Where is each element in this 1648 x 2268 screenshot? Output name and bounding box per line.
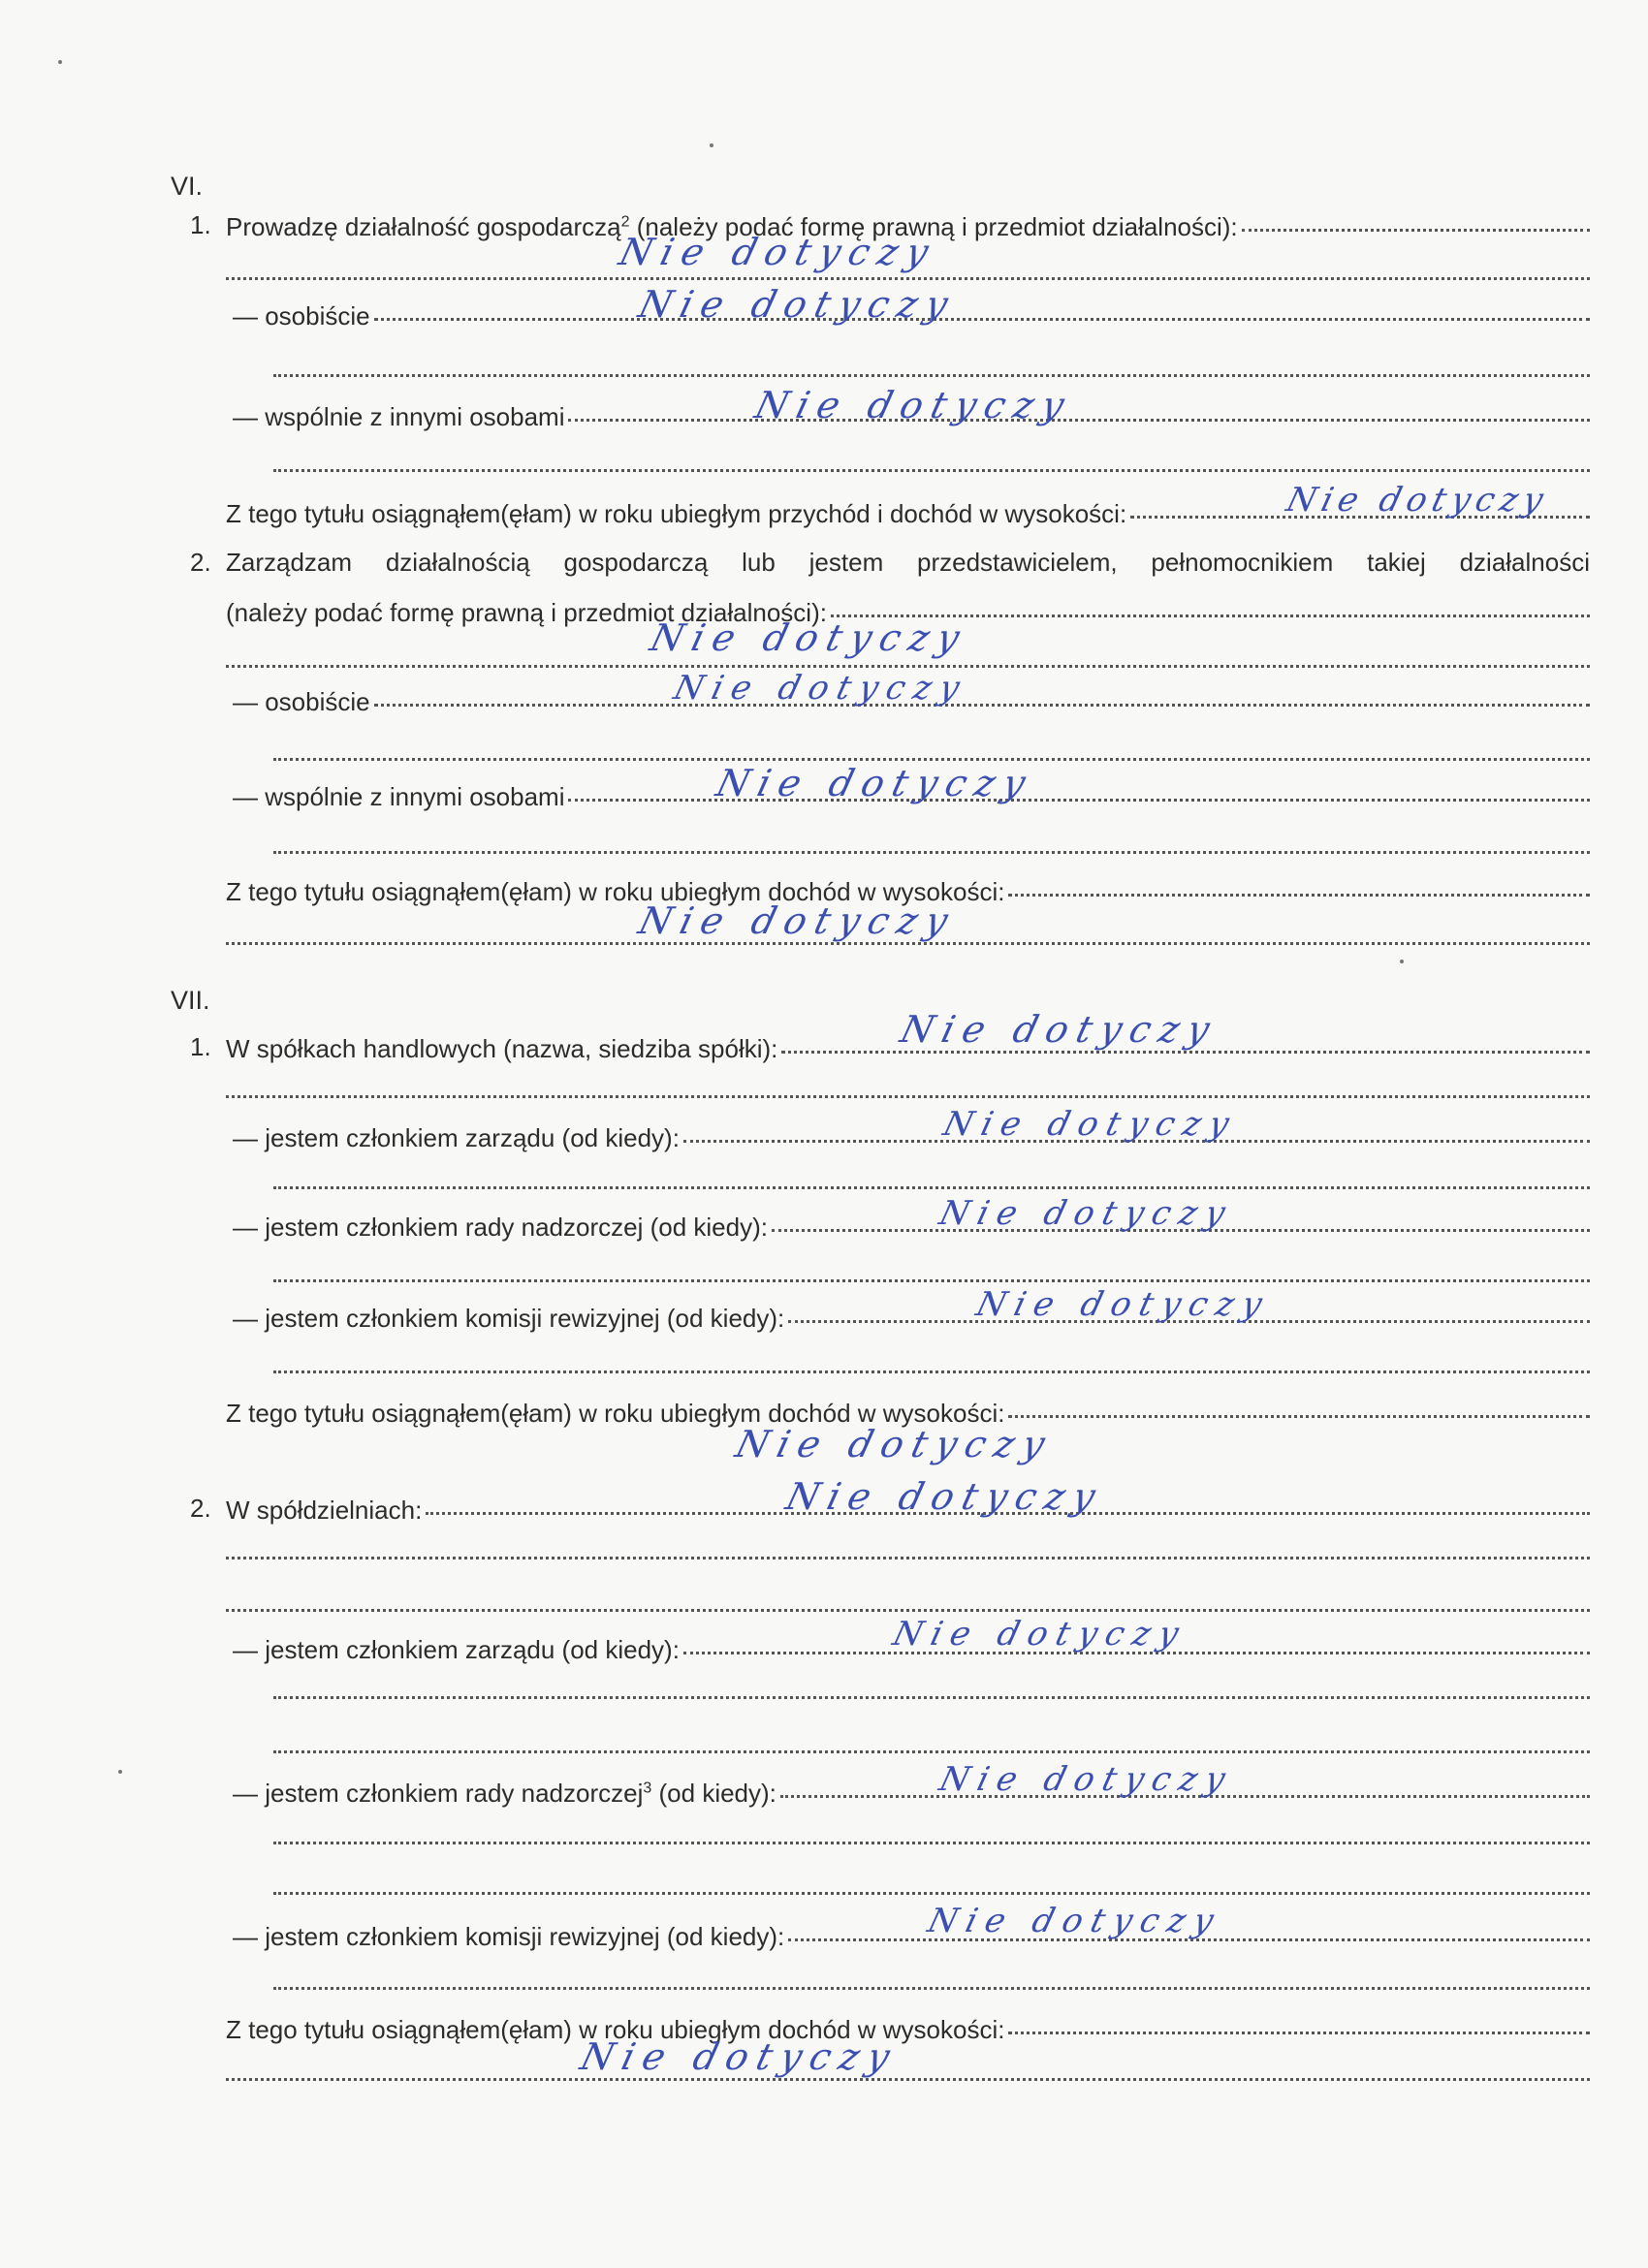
audit-committee-label: — jestem członkiem komisji rewizyjnej (od kiedy):	[233, 1304, 785, 1333]
fill-line[interactable]	[273, 469, 1590, 472]
fill-line[interactable]	[374, 293, 1590, 321]
vii-2-supervisory-handwritten-answer: Nie dotyczy	[935, 1760, 1238, 1799]
fill-line[interactable]	[273, 374, 1590, 377]
vii-2-handwritten-answer: Nie dotyczy	[781, 1475, 1109, 1518]
fill-line[interactable]	[273, 851, 1590, 854]
vii-2-supervisory-row	[233, 1774, 1590, 1807]
vi-2-income-answer-line[interactable]	[226, 942, 1590, 945]
vi-1-answer-line[interactable]	[226, 277, 1590, 280]
fill-line[interactable]	[273, 1696, 1590, 1699]
vii-1-income-handwritten-answer: Nie dotyczy	[731, 1423, 1059, 1465]
section-vi-numeral: VI.	[171, 172, 204, 201]
vi-1-personally-handwritten-answer: Nie dotyczy	[634, 283, 962, 326]
vii-2-board-handwritten-answer: Nie dotyczy	[889, 1615, 1191, 1654]
vii-2-income-answer-line[interactable]	[226, 2078, 1590, 2081]
jointly-label: — wspólnie z innymi osobami	[233, 782, 565, 811]
vii-1-handwritten-answer: Nie dotyczy	[896, 1008, 1223, 1051]
fill-line[interactable]	[273, 1370, 1590, 1373]
vii-1-supervisory-row	[233, 1208, 1590, 1241]
fill-line[interactable]	[1008, 1390, 1590, 1418]
vi-2-jointly-handwritten-answer: Nie dotyczy	[712, 762, 1039, 804]
jointly-label: — wspólnie z innymi osobami	[233, 402, 565, 431]
fill-line[interactable]	[226, 1095, 1590, 1098]
vii-2-income-handwritten-answer: Nie dotyczy	[576, 2035, 903, 2078]
supervisory-board-label: — jestem członkiem rady nadzorczej (od kiedy):	[233, 1213, 768, 1242]
item-number: 1.	[190, 1032, 211, 1061]
personally-label: — osobiście	[233, 301, 370, 331]
fill-line[interactable]	[831, 589, 1590, 617]
vi-2-personally-handwritten-answer: Nie dotyczy	[670, 669, 972, 708]
vi-2-question-line2: (należy podać formę prawną i przedmiot działalności):	[226, 598, 827, 627]
fill-line[interactable]	[273, 1750, 1590, 1753]
fill-line[interactable]	[273, 1279, 1590, 1282]
fill-line[interactable]	[273, 1186, 1590, 1189]
fill-line[interactable]	[374, 678, 1590, 707]
vii-2-audit-handwritten-answer: Nie dotyczy	[924, 1902, 1226, 1940]
vi-1-income-handwritten-answer: Nie dotyczy	[1283, 481, 1553, 520]
fill-line[interactable]	[1008, 2006, 1590, 2034]
fill-line[interactable]	[226, 1609, 1590, 1612]
fill-line[interactable]	[1008, 868, 1590, 897]
vii-1-audit-row	[233, 1299, 1590, 1332]
board-member-label: — jestem członkiem zarządu (od kiedy):	[233, 1123, 680, 1152]
companies-label: W spółkach handlowych (nazwa, siedziba spółki):	[226, 1034, 778, 1063]
cooperatives-label: W spółdzielniach:	[226, 1496, 423, 1525]
vii-1-audit-handwritten-answer: Nie dotyczy	[972, 1285, 1275, 1324]
vii-2-income-row	[226, 2010, 1590, 2043]
item-number: 2.	[190, 548, 211, 577]
supervisory-board-label: — jestem członkiem rady nadzorczej$^3$ (od kiedy):	[233, 1779, 776, 1808]
scan-speck	[58, 60, 62, 64]
item-number: 2.	[190, 1494, 211, 1523]
income-label: Z tego tytułu osiągnąłem(ęłam) w roku ubiegłym dochód w wysokości:	[226, 1399, 1005, 1428]
fill-line[interactable]	[273, 1842, 1590, 1844]
vi-1-handwritten-answer: Nie dotyczy	[615, 231, 942, 273]
vi-2-question-line1: Zarządzam działalnością gospodarczą lub jestem przedstawicielem, pełnomocnikiem takiej działalności	[226, 548, 1590, 577]
fill-line[interactable]	[273, 1892, 1590, 1895]
vii-1-supervisory-handwritten-answer: Nie dotyczy	[935, 1194, 1238, 1233]
vi-2-answer-line[interactable]	[226, 665, 1590, 668]
vii-2-audit-row	[233, 1917, 1590, 1950]
fill-line[interactable]	[568, 394, 1590, 422]
item-number: 1.	[190, 210, 211, 239]
fill-line[interactable]	[226, 1557, 1590, 1559]
income-label: Z tego tytułu osiągnąłem(ęłam) w roku ubiegłym dochód w wysokości:	[226, 877, 1005, 906]
vi-1-question: Prowadzę działalność gospodarczą$^2$ (należy podać formę prawną i przedmiot działalności):	[226, 212, 1238, 241]
vi-2-income-handwritten-answer: Nie dotyczy	[634, 899, 962, 942]
board-member-label: — jestem członkiem zarządu (od kiedy):	[233, 1635, 680, 1664]
scan-speck	[118, 1770, 122, 1774]
scan-speck	[710, 143, 713, 147]
income-label: Z tego tytułu osiągnąłem(ęłam) w roku ubiegłym przychód i dochód w wysokości:	[226, 499, 1127, 528]
vii-1-income-row	[226, 1394, 1590, 1427]
scan-speck	[1400, 960, 1404, 963]
fill-line[interactable]	[1242, 204, 1590, 232]
audit-committee-label: — jestem członkiem komisji rewizyjnej (od kiedy):	[233, 1922, 785, 1951]
vii-1-board-row	[233, 1118, 1590, 1151]
vii-1-board-handwritten-answer: Nie dotyczy	[939, 1105, 1242, 1144]
vi-1-jointly-handwritten-answer: Nie dotyczy	[750, 384, 1078, 426]
section-vii-numeral: VII.	[171, 986, 210, 1015]
fill-line[interactable]	[273, 1987, 1590, 1990]
vi-2-handwritten-answer: Nie dotyczy	[646, 616, 973, 659]
income-label: Z tego tytułu osiągnąłem(ęłam) w roku ubiegłym dochód w wysokości:	[226, 2015, 1005, 2044]
personally-label: — osobiście	[233, 687, 370, 716]
fill-line[interactable]	[273, 758, 1590, 761]
